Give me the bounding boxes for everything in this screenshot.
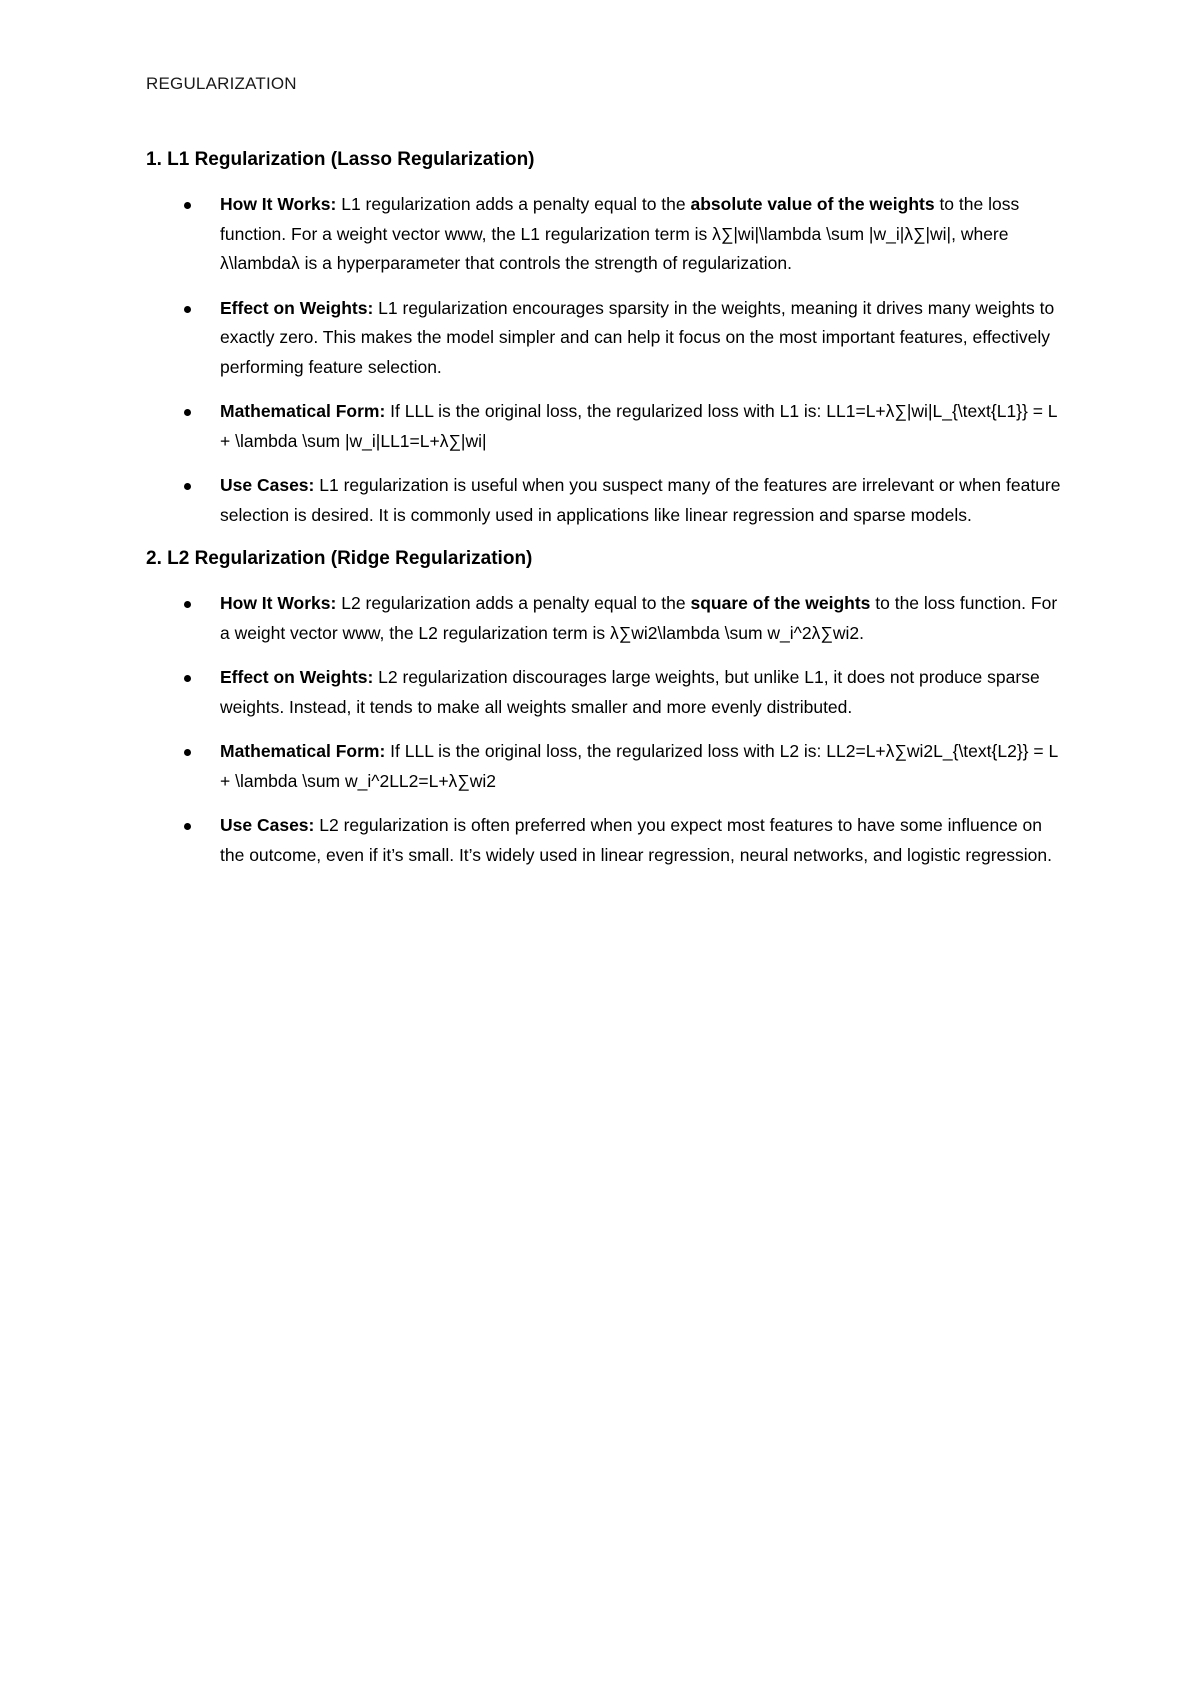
document-header: REGULARIZATION	[146, 74, 297, 93]
bullet-list	[146, 589, 1066, 870]
list-item	[146, 737, 1066, 796]
item-emphasis: absolute value of the weights	[690, 194, 935, 214]
list-item	[146, 471, 1066, 530]
item-term: Mathematical Form:	[220, 401, 386, 421]
item-text-continued: to the loss function. For a weight vector www, the L1 regularization term is λ∑|wi|\lambda \sum |w_i|λ∑|wi|, where λ\lambdaλ is a hyperparameter that controls the strength of regularization.	[220, 194, 1020, 273]
bullet-icon	[184, 483, 191, 490]
item-term: Effect on Weights:	[220, 297, 374, 318]
bullet-icon	[184, 675, 191, 682]
item-term: Mathematical Form:	[220, 741, 386, 761]
item-term: How It Works:	[220, 194, 337, 214]
item-term: Use Cases:	[220, 815, 315, 835]
item-term: Effect on Weights:	[220, 667, 374, 687]
section-l1	[146, 146, 1066, 530]
item-emphasis: square of the weights	[690, 593, 871, 613]
document-body	[146, 146, 1066, 885]
bullet-icon	[184, 823, 191, 830]
item-text: If LLL is the original loss, the regularized loss with L2 is: LL2=L+λ∑wi2L_{\text{L2}} = L + \lambda \sum w_i^2LL2=L+λ∑wi2	[220, 741, 1058, 791]
section-heading: 1. L1 Regularization (Lasso Regularization)	[146, 149, 535, 170]
list-item	[146, 294, 1066, 383]
section-l2	[146, 545, 1066, 870]
list-item	[146, 811, 1066, 870]
bullet-icon	[184, 202, 191, 209]
bullet-icon	[184, 409, 191, 416]
item-text-continued: to the loss function. For a weight vector www, the L2 regularization term is λ∑wi2\lambda \sum w_i^2λ∑wi2.	[220, 593, 1058, 643]
item-text: L2 regularization is often preferred when you expect most features to have some influence on the outcome, even if it’s small. It’s widely used in linear regression, neural networks, and logistic regression.	[220, 815, 1052, 865]
item-term: How It Works:	[220, 593, 337, 613]
item-text: L1 regularization adds a penalty equal to the	[336, 194, 691, 214]
item-term: Use Cases:	[220, 475, 315, 495]
item-text: L2 regularization adds a penalty equal to the	[336, 593, 691, 613]
item-text: L1 regularization is useful when you suspect many of the features are irrelevant or when feature selection is desired. It is commonly used in applications like linear regression and sparse models.	[220, 475, 1061, 525]
bullet-icon	[184, 749, 191, 756]
item-text: L1 regularization encourages sparsity in the weights, meaning it drives many weights to exactly zero. This makes the model simpler and can help it focus on the most important features, effectively performing feature selection.	[220, 297, 1055, 377]
bullet-icon	[184, 601, 191, 608]
item-text: L2 regularization discourages large weights, but unlike L1, it does not produce sparse weights. Instead, it tends to make all weights smaller and more evenly distributed.	[220, 667, 1040, 717]
item-text: If LLL is the original loss, the regularized loss with L1 is: LL1=L+λ∑|wi|L_{\text{L1}} = L + \lambda \sum |w_i|LL1=L+λ∑|wi|	[220, 401, 1057, 451]
list-item	[146, 663, 1066, 722]
bullet-icon	[184, 306, 191, 313]
bullet-list	[146, 190, 1066, 530]
list-item	[146, 397, 1066, 456]
section-heading: 2. L2 Regularization (Ridge Regularization)	[146, 548, 533, 569]
list-item	[146, 190, 1066, 279]
list-item	[146, 589, 1066, 648]
